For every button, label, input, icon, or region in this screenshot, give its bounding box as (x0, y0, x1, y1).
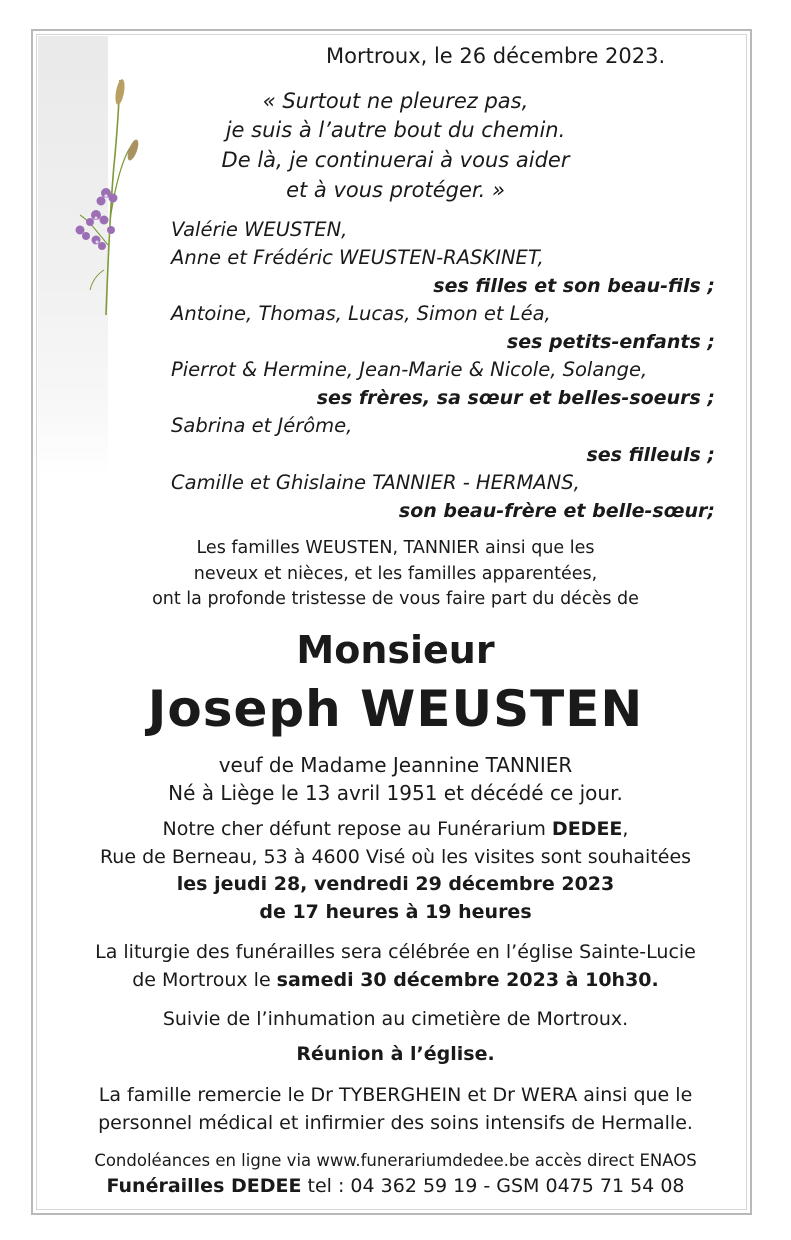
relation-grandchildren: ses petits-enfants ; (506, 331, 715, 353)
liturgy-text: de Mortroux le (132, 969, 277, 991)
relation-siblings: ses frères, sa sœur et belles-soeurs ; (316, 387, 715, 409)
intro-line-2: neveux et nièces, et les familles apparentées, (193, 564, 598, 584)
family-line-5: Sabrina et Jérôme, (171, 414, 353, 437)
relation-daughters: ses filles et son beau-fils ; (433, 275, 715, 297)
relation-godchildren: ses filleuls ; (586, 444, 715, 466)
thanks-line-2: personnel médical et infirmier des soins intensifs de Hermalle. (98, 1112, 693, 1134)
liturgy-line-2 (0, 969, 791, 991)
visits-address: Rue de Berneau, 53 à 4600 Visé où les visites sont souhaitées (99, 846, 692, 868)
liturgy-datetime: samedi 30 décembre 2023 à 10h30. (276, 969, 659, 991)
deceased-name: Joseph WEUSTEN (147, 680, 644, 738)
visits-text: Notre cher défunt repose au Funérarium (162, 818, 552, 840)
quote-line-3: De là, je continuerai à vous aider (221, 148, 570, 172)
family-line-2: Anne et Frédéric WEUSTEN-RASKINET, (171, 246, 544, 269)
date-line: Mortroux, le 26 décembre 2023. (326, 44, 666, 68)
widower-line: veuf de Madame Jeannine TANNIER (218, 753, 573, 777)
contact-numbers: tel : 04 362 59 19 - GSM 0475 71 54 08 (301, 1175, 685, 1197)
visits-comma: , (622, 818, 629, 840)
family-line-6: Camille et Ghislaine TANNIER - HERMANS, (171, 471, 580, 494)
contact-line (0, 1175, 791, 1197)
funeral-home-name: DEDEE (551, 818, 623, 840)
quote-line-4: et à vous protéger. » (286, 178, 505, 202)
company-name: Funérailles DEDEE (106, 1175, 302, 1197)
quote-line-1: « Surtout ne pleurez pas, (262, 89, 529, 113)
family-line-3: Antoine, Thomas, Lucas, Simon et Léa, (171, 302, 551, 325)
thanks-line-1: La famille remercie le Dr TYBERGHEIN et Dr WERA ainsi que le (98, 1084, 693, 1106)
liturgy-line-1: La liturgie des funérailles sera célébrée en l’église Sainte-Lucie (95, 941, 696, 963)
birth-death-line: Né à Liège le 13 avril 1951 et décédé ce jour. (168, 781, 623, 805)
intro-line-3: ont la profonde tristesse de vous faire part du décès de (152, 589, 639, 609)
deceased-title: Monsieur (296, 628, 495, 672)
relation-in-laws: son beau-frère et belle-sœur; (398, 500, 715, 522)
meeting-line: Réunion à l’église. (296, 1043, 495, 1065)
condolences-line: Condoléances en ligne via www.funerariumdedee.be accès direct ENAOS (94, 1151, 697, 1170)
visits-hours: de 17 heures à 19 heures (259, 901, 532, 923)
family-line-1: Valérie WEUSTEN, (171, 218, 348, 241)
visits-line-1 (0, 818, 791, 840)
intro-line-1: Les familles WEUSTEN, TANNIER ainsi que les (196, 538, 595, 558)
burial-line: Suivie de l’inhumation au cimetière de Mortroux. (162, 1008, 629, 1030)
family-line-4: Pierrot & Hermine, Jean-Marie & Nicole, Solange, (171, 358, 648, 381)
quote-line-2: je suis à l’autre bout du chemin. (225, 118, 566, 142)
visits-dates: les jeudi 28, vendredi 29 décembre 2023 (176, 873, 615, 895)
